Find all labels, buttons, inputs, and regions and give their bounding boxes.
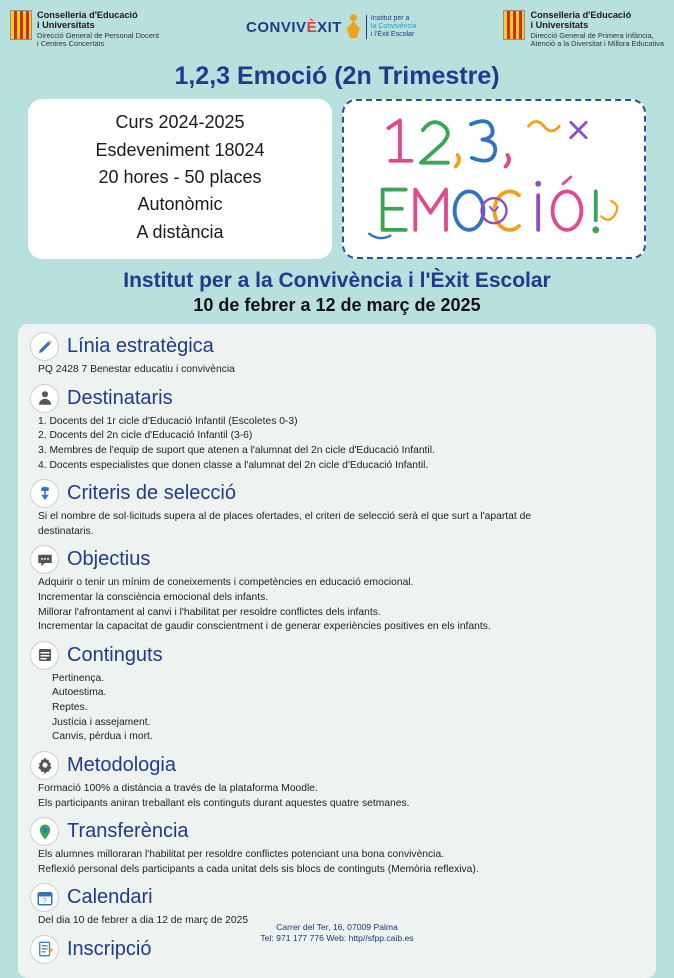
- section-criteris-de-seleccio: [30, 479, 644, 539]
- convivexit-sub-line3: i l'Èxit Escolar: [370, 31, 415, 39]
- senyera-flag-icon: [10, 10, 32, 40]
- section-header: [30, 883, 644, 912]
- convivexit-word-x: È: [306, 18, 318, 36]
- section-line: Millorar l'afrontament al canvi i l'habilitat per resoldre conflictes dels infants.: [38, 606, 381, 618]
- section-title: Inscripció: [67, 937, 152, 960]
- section-line: Canvis, pèrdua i mort.: [52, 731, 153, 743]
- section-destinataris: [30, 384, 644, 473]
- person-figure-body: [347, 21, 360, 38]
- convivexit-sub-line2: la Convivència: [370, 22, 417, 30]
- calendar-icon: [30, 883, 59, 912]
- section-line: Justícia i assejament.: [52, 716, 151, 728]
- section-line: 3. Membres de l'equip de suport que atenen a l'alumnat del 2n cicle d'Educació Infantil.: [38, 444, 435, 456]
- section-body: [38, 782, 644, 811]
- institute-name: Institut per a la Convivència i l'Èxit Escolar: [123, 269, 551, 293]
- section-line: 2. Docents del 2n cicle d'Educació Infantil (3-6): [38, 430, 253, 442]
- page-title: 1,2,3 Emoció (2n Trimestre): [174, 62, 500, 91]
- person-figure-head: [350, 14, 357, 21]
- section-title: Objectius: [67, 548, 151, 571]
- section-transferencia: [30, 817, 644, 877]
- section-header: [30, 384, 644, 413]
- section-line: Els participants aniran treballant els continguts durant aquestes quatre setmanes.: [38, 797, 410, 809]
- logo-left-line1: Conselleria d'Educació: [37, 10, 138, 20]
- logo-conselleria-right: [503, 10, 664, 48]
- section-continguts: [30, 641, 644, 745]
- section-line: Incrementar la consciència emocional dels infants.: [38, 592, 269, 604]
- section-line: 4. Docents especialistes que donen classe a l'alumnat del 2n cicle d'Educació Infantil.: [38, 459, 429, 471]
- section-title: Continguts: [67, 643, 163, 666]
- logo-convivexit: [246, 14, 416, 40]
- course-info-line: A distància: [136, 221, 224, 242]
- poster-image-card: [342, 99, 646, 259]
- pin-icon: [30, 479, 59, 508]
- section-body: [38, 848, 644, 877]
- section-title: Transferència: [67, 820, 189, 843]
- section-header: [30, 641, 644, 670]
- logo-conselleria-left: [10, 10, 159, 48]
- footer-contact: Tel: 971 177 776 Web: http//sfpp.caib.es: [260, 933, 414, 944]
- convivexit-wordmark: [246, 19, 342, 36]
- section-body: [38, 415, 644, 473]
- section-line: Si el nombre de sol·licituds supera al de places ofertades, el criteri de selecció serà el que surt a l'apartat de: [38, 511, 532, 523]
- logo-left-line3: Direcció General de Personal Docent: [37, 30, 160, 40]
- convivexit-sub-line1: Institut per a: [370, 14, 410, 22]
- section-objectius: [30, 545, 644, 634]
- section-line: Autoestima.: [52, 687, 107, 699]
- course-info-line: Curs 2024-2025: [115, 112, 245, 133]
- content-panel: [18, 324, 656, 978]
- section-line: Formació 100% a distància a través de la plataforma Moodle.: [38, 782, 318, 794]
- section-header: [30, 479, 644, 508]
- course-dates: 10 de febrer a 12 de març de 2025: [193, 295, 481, 316]
- book-icon: [30, 641, 59, 670]
- section-line: PQ 2428 7 Benestar educatiu i convivència: [38, 364, 235, 376]
- section-header: [30, 545, 644, 574]
- section-title: Metodologia: [67, 753, 176, 776]
- section-header: [30, 332, 644, 361]
- logo-left-text: [37, 10, 159, 48]
- section-linia-estrategica: [30, 332, 644, 378]
- person-icon: [30, 384, 59, 413]
- section-line: Adquirir o tenir un mínim de coneixements i competències en educació emocional.: [38, 577, 414, 589]
- section-body: [52, 672, 644, 745]
- section-line: destinataris.: [38, 525, 94, 537]
- section-metodologia: [30, 751, 644, 811]
- location-icon: [30, 817, 59, 846]
- section-line: Incrementar la capacitat de gaudir conscientment i de generar experiències positives en els infants.: [38, 621, 491, 633]
- section-header: [30, 751, 644, 780]
- section-title: Línia estratègica: [67, 335, 214, 358]
- section-body: [38, 576, 644, 634]
- gear-icon: [30, 751, 59, 780]
- convivexit-subtitle: [366, 15, 417, 40]
- course-info-line: Autonòmic: [137, 194, 223, 215]
- section-line: Pertinença.: [52, 672, 105, 684]
- svg-text:7: 7: [42, 897, 47, 905]
- section-body: [38, 510, 644, 539]
- convivexit-word-a: CONVIV: [246, 18, 307, 36]
- section-line: 1. Docents del 1r cicle d'Educació Infantil (Escoletes 0-3): [38, 415, 298, 427]
- person-figure-icon: [346, 14, 362, 40]
- senyera-flag-icon-right: [503, 10, 525, 40]
- info-row: [0, 91, 674, 259]
- section-title: Destinataris: [67, 386, 173, 409]
- pencil-ruler-icon: [30, 332, 59, 361]
- footer: [0, 922, 674, 945]
- section-title: Criteris de selecció: [67, 482, 236, 505]
- section-header: [30, 817, 644, 846]
- course-info-card: [28, 99, 332, 259]
- section-line: Reflexió personal dels participants a cada unitat dels sis blocs de continguts (Memòria reflexiva).: [38, 863, 479, 875]
- header: [0, 0, 674, 48]
- emocio-doodle-image: [350, 107, 638, 251]
- section-line: Del dia 10 de febrer a dia 12 de març de 2025: [38, 915, 249, 927]
- footer-address: Carrer del Ter, 16, 07009 Palma: [276, 921, 398, 932]
- logo-right-text: [530, 10, 664, 48]
- logo-right-line2: i Universitats: [530, 20, 589, 31]
- convivexit-word-b: XIT: [317, 18, 342, 36]
- logo-right-line4: Atenció a la Diversitat i Millora Educativa: [530, 38, 664, 48]
- course-info-line: 20 hores - 50 places: [98, 166, 262, 187]
- section-body: [38, 363, 644, 378]
- logo-left-line4: i Centres Concertats: [37, 38, 105, 48]
- section-title: Calendari: [67, 886, 153, 909]
- chat-icon: [30, 545, 59, 574]
- logo-right-line3: Direcció General de Primera Infància,: [530, 30, 654, 40]
- section-line: Els alumnes milloraran l'habilitat per resoldre conflictes potenciant una bona convivència.: [38, 849, 445, 861]
- course-info-line: Esdeveniment 18024: [95, 139, 265, 160]
- logo-right-line1: Conselleria d'Educació: [530, 10, 632, 20]
- section-line: Reptes.: [52, 702, 88, 714]
- logo-left-line2: i Universitats: [37, 20, 95, 31]
